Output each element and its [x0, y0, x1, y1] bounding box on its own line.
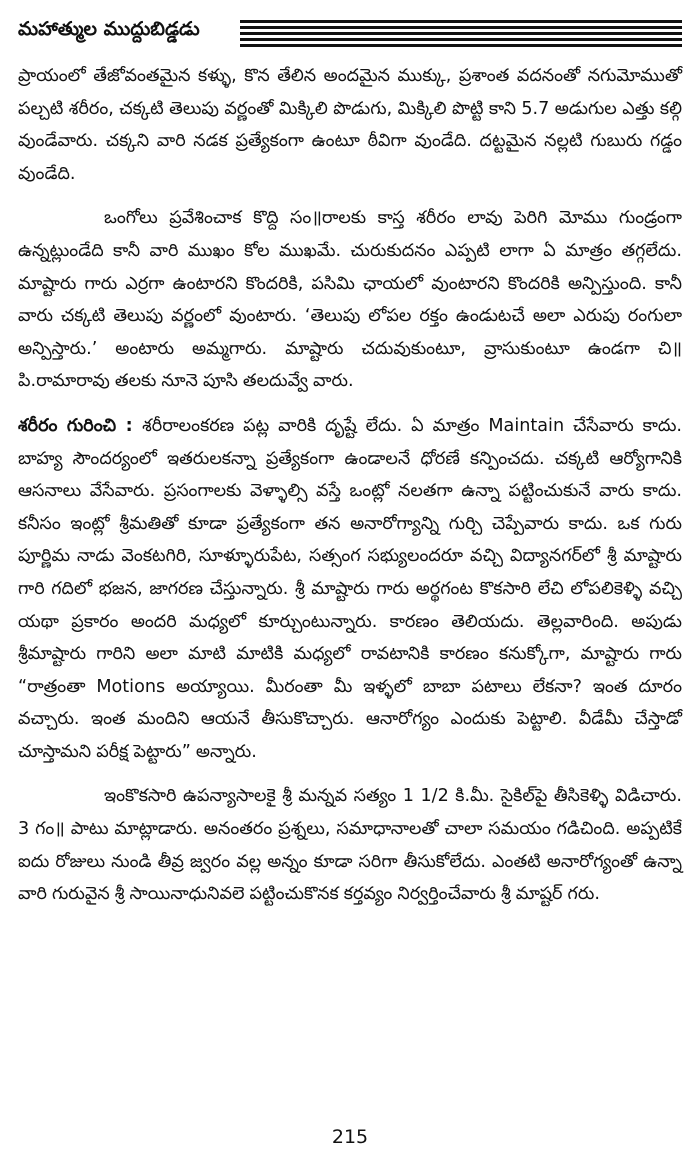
paragraph-text: శరీరాలంకరణ పట్ల వారికి దృష్టే లేదు. ఏ మాత్రం Maintain చేసేవారు కాదు. బాహ్య సౌందర్యంలో ఇతరులకన్నా ప్రత్యేకంగా ఉండాలనే ధోరణే కన్పించదు. చక్కటి ఆర్యోగానికి ఆసనాలు వేసేవారు. ప్రసంగాలకు వెళ్ళాల్సి వస్తే ఒంట్లో నలతగా ఉన్నా పట్టించుకునే వారు కాదు. కనీసం ఇంట్లో శ్రీమతితో కూడా ప్రత్యేకంగా తన అనారోగ్యాన్ని గుర్చి చెప్పేవారు కాదు. ఒక గురు పూర్ణిమ నాడు వెంకటగిరి, సూళ్ళూరుపేట, సత్సంగ సభ్యులందరూ వచ్చి విద్యానగర్‌లో శ్రీ మాష్టారు గారి గదిలో భజన, జాగరణ చేస్తున్నారు. శ్రీ మాష్టారు గారు అర్థగంట కొకసారి లేచి లోపలికెళ్ళి వచ్చి యథా ప్రకారం అందరి మధ్యలో కూర్చుంటున్నారు. కారణం తెలియదు. తెల్లవారింది. అపుడు శ్రీమాష్టారు గారిని అలా మాటి మాటికి మధ్యలో రావటానికి కారణం కనుక్కోగా, మాష్టారు గారు “రాత్రంతా Motions అయ్యాయి. మీరంతా మీ ఇళ్ళలో బాబా పటాలు లేకనా? ఇంత దూరం వచ్చారు. ఇంత మందిని ఆయనే తీసుకొచ్చారు. ఆనారోగ్యం ఎందుకు పెట్టాలి. వీడేమీ చేస్తాడో చూస్తామని పరీక్ష పెట్టారు” అన్నారు.: [18, 415, 682, 762]
paragraph-text: ప్రాయంలో తేజోవంతమైన కళ్ళు, కొన తేలిన అందమైన ముక్కు, ప్రశాంత వదనంతో నగుమోముతో పల్చటి శరీరం, చక్కటి తెలుపు వర్ణంతో మిక్కిలి పొడుగు, మిక్కిలి పొట్టి కాని 5.7 అడుగుల ఎత్తు కల్గి వుండేవారు. చక్కని వారి నడక ప్రత్యేకంగా ఉంటూ ఠీవిగా వుండేది. దట్టమైన నల్లటి గుబురు గడ్డం వుండేది.: [18, 66, 682, 184]
header-rule: [240, 20, 682, 23]
page-number: 215: [331, 1126, 369, 1148]
paragraph-body-health: [18, 410, 682, 769]
page-header: [18, 12, 682, 54]
running-title: మహాత్ముల ముద్దుబిడ్డడు: [18, 18, 200, 40]
header-rule: [240, 32, 682, 35]
paragraph-text: ఒంగోలు ప్రవేశించాక కొద్ది సం॥రాలకు కాస్త శరీరం లావు పెరిగి మోము గుండ్రంగా ఉన్నట్లుండేది కానీ వారి ముఖం కోల ముఖమే. చురుకుదనం ఎప్పటి లాగా ఏ మాత్రం తగ్గలేదు. మాష్టారు గారు ఎర్రగా ఉంటారని కొందరికి, పసిమి ఛాయలో వుంటారని కొందరికి అన్పిస్తుంది. కానీ వారు చక్కటి తెలుపు వర్ణంలో వుంటారు. ‘తెలుపు లోపల రక్తం ఉండుటచే అలా ఎరుపు రంగులా అన్పిస్తారు.’ అంటారు అమ్మగారు. మాష్టారు చదువుకుంటూ, వ్రాసుకుంటూ ఉండగా చి॥ పి.రామారావు తలకు నూనె పూసి తలదువ్వే వారు.: [18, 208, 682, 392]
header-rules: [240, 20, 682, 50]
header-rule: [240, 26, 682, 29]
header-rule: [240, 44, 682, 47]
paragraph-text: ఇంకొకసారి ఉపన్యాసాలకై శ్రీ మన్నవ సత్యం 1 1/2 కి.మీ. సైకిల్‌పై తీసికెళ్ళి విడిచారు. 3 గం॥ పాటు మాట్లాడారు. అనంతరం ప్రశ్నలు, సమాధానాలతో చాలా సమయం గడిచింది. అప్పటికే ఐదు రోజులు నుండి తీవ్ర జ్వరం వల్ల అన్నం కూడా సరిగా తీసుకోలేదు. ఎంతటి అనారోగ్యంతో ఉన్నా వారి గురువైన శ్రీ సాయినాధునివలె పట్టించుకొనక కర్తవ్యం నిర్వర్తించేవారు శ్రీ మాష్టర్ గరు.: [18, 786, 682, 905]
paragraph-continuation: [18, 60, 682, 190]
paragraph-lecture: [18, 780, 682, 910]
header-rule: [240, 38, 682, 41]
body-text: [18, 60, 682, 911]
paragraph-lead-heading: శరీరం గురించి :: [18, 415, 143, 436]
paragraph-ongole: [18, 202, 682, 398]
